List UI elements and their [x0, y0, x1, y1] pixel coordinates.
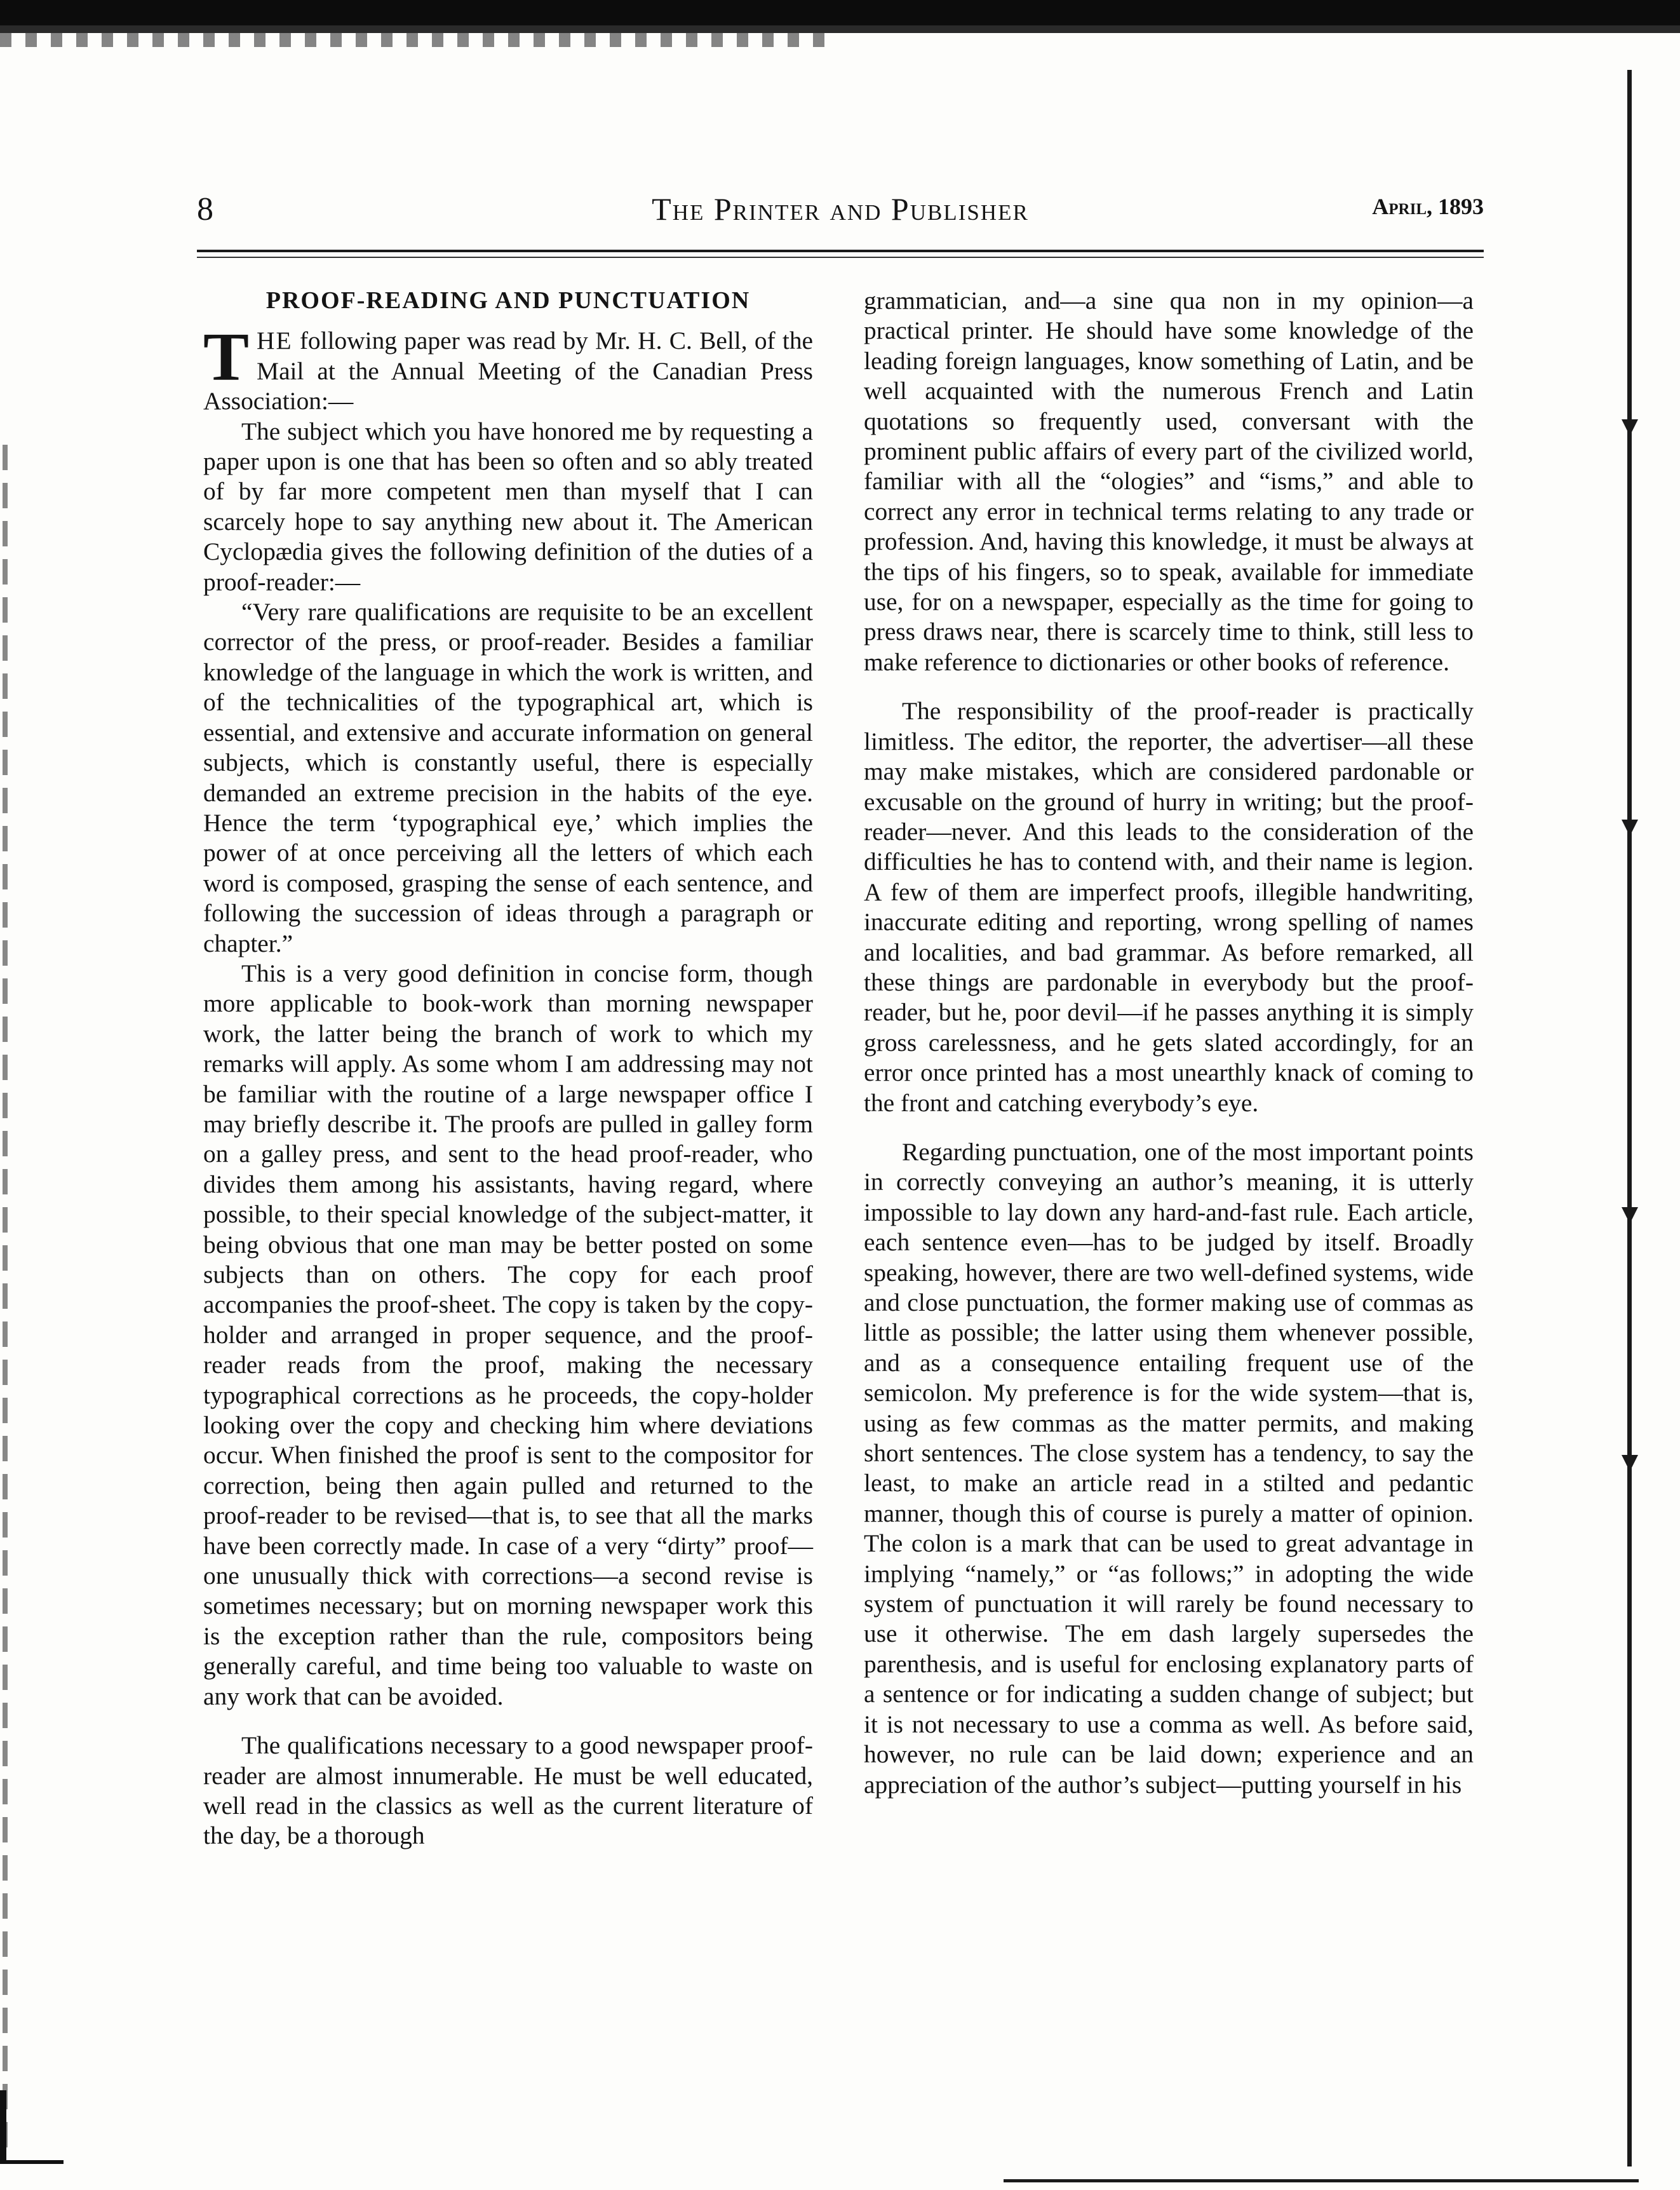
right-column [864, 286, 1474, 1800]
paragraph: The responsibility of the proof-reader is practically limitless. The editor, the reporter, the advertiser—all these may make mistakes, which are considered pardonable or excusable on the ground of hurry in writing; but the proof-reader—never. And this leads to the consideration of the difficulties he has to contend with, and their name is legion. A few of them are imperfect proofs, illegible handwriting, inaccurate editing and reporting, wrong spelling of names and localities, and bad grammar. As before remarked, all these things are pardonable in everybody but the proof-reader, but he, poor devil—if he passes anything it is simply gross carelessness, and he gets slated accordingly, for an error once printed has a most unearthly knack of coming to the front and catching everybody’s eye. [864, 697, 1474, 1117]
drop-cap: T [203, 320, 250, 396]
header-rule [197, 250, 1484, 252]
scan-left-edge [3, 445, 8, 2160]
running-header [197, 191, 1484, 235]
scan-margin-mark [1622, 1455, 1638, 1471]
scan-margin-mark [1622, 1207, 1638, 1224]
paragraph: The qualifications necessary to a good newspaper proof-reader are almost innumerable. He must be well educated, well read in the classics as well as the current literature of the day, be a thorough [203, 1731, 813, 1850]
scan-margin-mark [1622, 419, 1638, 436]
first-word-rest: HE [257, 327, 293, 355]
paragraph-continued: grammatician, and—a sine qua non in my opinion—a practical printer. He should have some knowledge of the leading foreign languages, know something of Latin, and be well acquainted with the numerous French and Latin quotations so frequently used, conversant with the prominent public affairs of every part of the civilized world, familiar with all the “ologies” and “isms,” and able to correct any error in technical terms relating to any trade or profession. And, having this knowledge, it must be always at the tips of his fingers, so to speak, available for immediate use, for on a newspaper, especially as the time for going to press draws near, there is scarcely time to think, still less to make reference to dictionaries or other books of reference. [864, 287, 1474, 676]
issue-date: April, 1893 [1372, 194, 1484, 219]
scan-bottom-edge [1004, 2179, 1639, 2182]
article-title: PROOF-READING AND PUNCTUATION [265, 287, 751, 314]
scan-corner-mark [0, 2090, 64, 2164]
page-number: 8 [197, 191, 213, 227]
left-column [203, 286, 813, 1851]
scan-right-edge [1627, 70, 1632, 2166]
journal-title: The Printer and Publisher [652, 191, 1029, 227]
paragraph-text: following paper was read by Mr. H. C. Bell, of the Mail at the Annual Meeting of the Canadian Press Association:— [203, 327, 813, 416]
opening-paragraph [203, 320, 813, 416]
scan-top-border [0, 0, 1680, 44]
scan-margin-mark [1622, 820, 1638, 836]
paragraph: The subject which you have honored me by requesting a paper upon is one that has been so often and so ably treated of by far more competent men than myself that I can scarcely hope to say anything new about it. The American Cyclopædia gives the following definition of the duties of a proof-reader:— [203, 417, 813, 596]
paragraph: Regarding punctuation, one of the most important points in correctly conveying an author’s meaning, it is utterly impossible to lay down any hard-and-fast rule. Each article, each sentence even—has to be judged by itself. Broadly speaking, however, there are two well-defined systems, wide and close punctuation, the former making use of commas as little as possible; the latter using them whenever possible, and as a consequence entailing frequent use of the semicolon. My preference is for the wide system—that is, using as few commas as the matter permits, and making short sentences. The close system has a tendency, to say the least, to make an article read in a stilted and pedantic manner, though this of course is purely a matter of opinion. The colon is a mark that can be used to great advantage in implying “namely,” or “as follows;” in adopting the wide system of punctuation it will rarely be found necessary to use it otherwise. The em dash largely supersedes the parenthesis, and is useful for enclosing explanatory parts of a sentence or for indicating a sudden change of subject; but it is not necessary to use a comma as well. As before said, however, no rule can be laid down; experience and an appreciation of the author’s subject—putting yourself in his [864, 1137, 1474, 1799]
header-rule-thin [197, 257, 1484, 258]
quotation-paragraph: “Very rare qualifications are requisite to be an excellent corrector of the press, or proof-reader. Besides a familiar knowledge of the language in which the work is written, and of the technicalities of the typographical art, which is essential, and extensive and accurate information on general subjects, which is constantly useful, there is especially demanded an extreme precision in the habits of the eye. Hence the term ‘typographical eye,’ which implies the power of at once perceiving all the letters of which each word is composed, grasping the sense of each sentence, and following the succession of ideas through a paragraph or chapter.” [203, 598, 813, 957]
paragraph: This is a very good definition in concise form, though more applicable to book-work than morning newspaper work, the latter being the branch of work to which my remarks will apply. As some whom I am addressing may not be familiar with the routine of a large newspaper office I may briefly describe it. The proofs are pulled in galley form on a galley press, and sent to the head proof-reader, who divides them among his assistants, having regard, where possible, to their special knowledge of the subject-matter, it being obvious that one man may be better posted on some subjects than on others. The copy for each proof accompanies the proof-sheet. The copy is taken by the copy-holder and arranged in proper sequence, and the proof-reader reads from the proof, making the necessary typographical corrections as he proceeds, the copy-holder looking over the copy and checking him where deviations occur. When finished the proof is sent to the compositor for correction, being then again pulled and returned to the proof-reader to be revised—that is, to see that all the marks have been correctly made. In case of a very “dirty” proof—one unusually thick with corrections—a second revise is sometimes necessary; but on morning newspaper work this is the exception rather than the rule, compositors being generally careful, and time being too valuable to waste on any work that can be avoided. [203, 959, 813, 1710]
